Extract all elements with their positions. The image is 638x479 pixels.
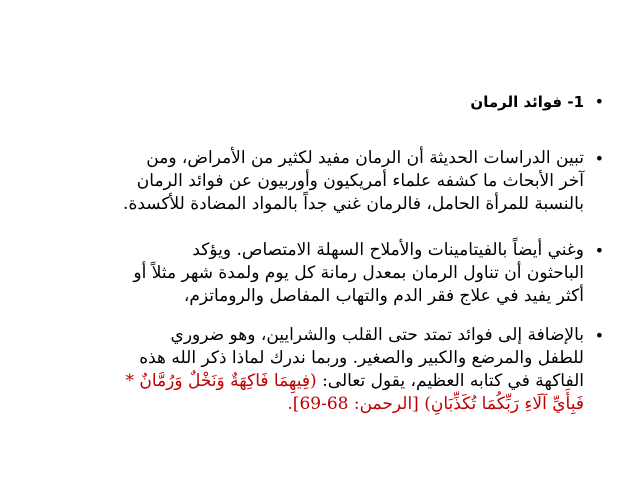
bullet-icon: • — [594, 149, 604, 168]
paragraph-line: آخر الأبحاث ما كشفه علماء أمريكيون وأوربيون عن فوائد الرمان — [136, 171, 584, 191]
bullet-icon: • — [594, 92, 604, 111]
quran-verse-line: فَبِأَيِّ آلَاءِ رَبِّكُمَا تُكَذِّبَانِ) [الرحمن: 68-69]. — [287, 394, 584, 414]
bullet-icon: • — [594, 326, 604, 345]
paragraph-line: للطفل والمرضع والكبير والصغير. وربما ندرك لماذا ذكر الله هذه — [139, 348, 584, 368]
quran-verse: (فِيهِمَا فَاكِهَةٌ وَنَخْلٌ وَرُمَّانٌ * — [125, 371, 323, 391]
paragraph-studies — [44, 147, 604, 216]
paragraph-line: أكثر يفيد في علاج فقر الدم والتهاب المفاصل والروماتزم، — [183, 286, 584, 306]
paragraph-line: بالنسبة للمرأة الحامل، فالرمان غني جداً بالمواد المضادة للأكسدة. — [123, 194, 584, 214]
paragraph-line: الباحثون أن تناول الرمان بمعدل رمانة كل يوم ولمدة شهر مثلاً أو — [133, 263, 584, 283]
bullet-icon: • — [594, 241, 604, 260]
paragraph-line: بالإضافة إلى فوائد تمتد حتى القلب والشرايين، وهو ضروري — [170, 325, 584, 345]
paragraph-line: تبين الدراسات الحديثة أن الرمان مفيد لكثير من الأمراض، ومن — [146, 148, 584, 168]
slide-title: 1- فوائد الرمان — [470, 93, 584, 111]
paragraph-line-mixed — [44, 370, 604, 393]
paragraph-line: وغني أيضاً بالفيتامينات والأملاح السهلة الامتصاص. ويؤكد — [192, 240, 584, 260]
paragraph-quran — [44, 324, 604, 416]
paragraph-vitamins — [44, 239, 604, 308]
paragraph-text: الفاكهة في كتابه العظيم، يقول تعالى: — [322, 371, 584, 391]
title-item — [304, 90, 604, 114]
